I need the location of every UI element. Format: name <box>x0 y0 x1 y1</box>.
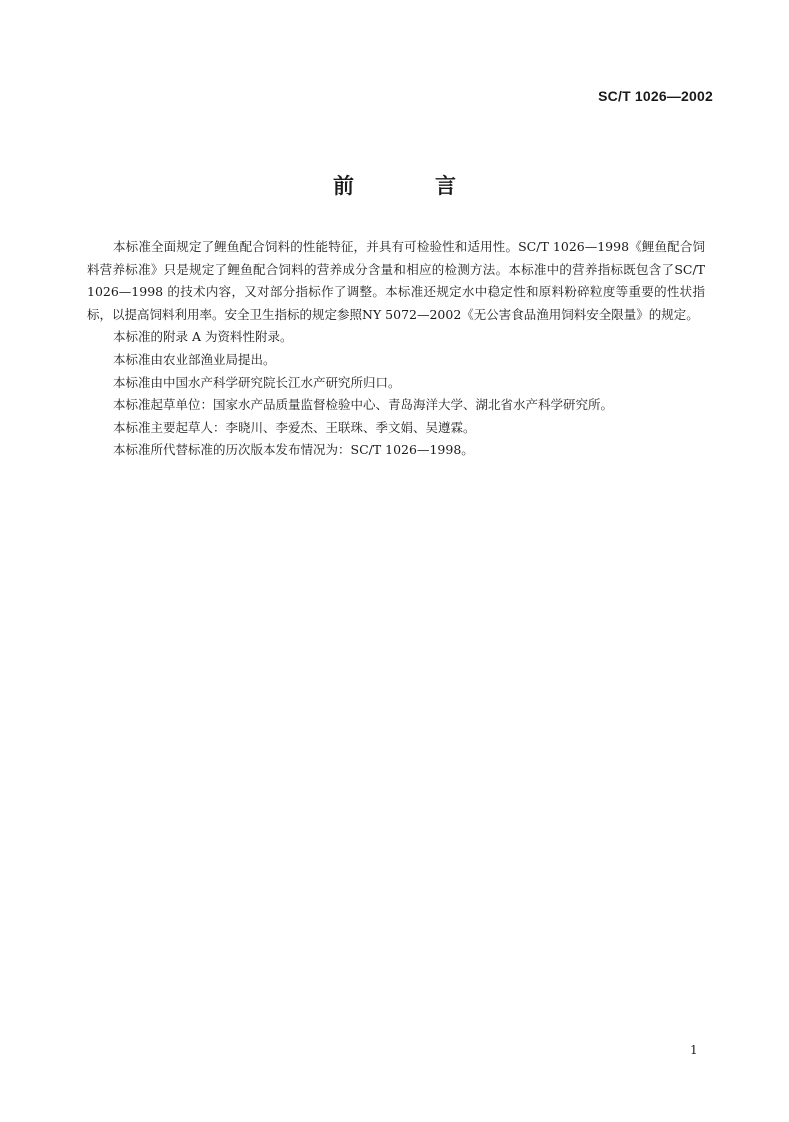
paragraph-intro: 本标准全面规定了鲤鱼配合饲料的性能特征，并具有可检验性和适用性。SC/T 1026—1998《鲤鱼配合饲料营养标准》只是规定了鲤鱼配合饲料的营养成分含量和相应的检测方法。本标准中的营养指标既包含了SC/T 1026—1998 的技术内容，又对部分指标作了调整。本标准还规定水中稳定性和原料粉碎粒度等重要的性状指标，以提高饲料利用率。安全卫生指标的规定参照NY 5072—2002《无公害食品渔用饲料安全限量》的规定。 <box>87 239 705 322</box>
page-title: 前 言 <box>333 174 486 198</box>
paragraph-drafting-units: 本标准起草单位：国家水产品质量监督检验中心、青岛海洋大学、湖北省水产科学研究所。 <box>113 397 614 413</box>
paragraph-drafters: 本标准主要起草人：李晓川、李爱杰、王联珠、季文娟、吴遵霖。 <box>113 419 476 435</box>
standard-number: SC/T 1026—2002 <box>598 88 713 104</box>
paragraph-history: 本标准所代替标准的历次版本发布情况为：SC/T 1026—1998。 <box>113 442 474 458</box>
paragraph-administrator: 本标准由中国水产科学研究院长江水产研究所归口。 <box>113 374 401 390</box>
paragraph-annex: 本标准的附录 A 为资料性附录。 <box>113 329 293 345</box>
foreword-body <box>87 236 705 462</box>
paragraph-proposer: 本标准由农业部渔业局提出。 <box>113 351 276 367</box>
page-number: 1 <box>690 1043 698 1057</box>
